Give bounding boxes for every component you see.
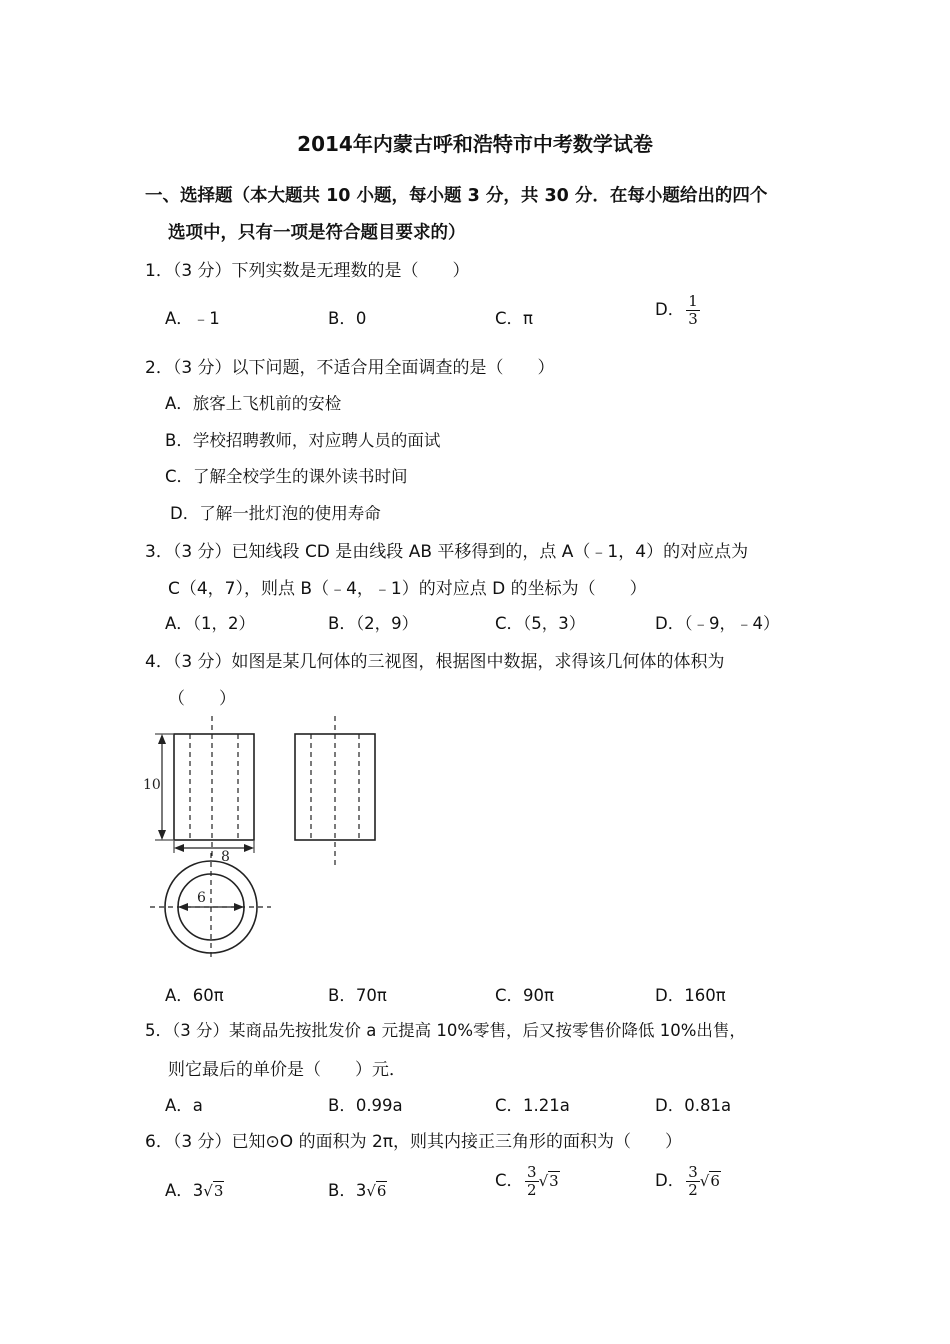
height-arrow-bottom [158, 830, 166, 840]
q5-option-a[interactable]: A．a [165, 1096, 203, 1115]
q4-option-b[interactable]: B．70π [328, 986, 387, 1005]
q3-stem-line2: C（4，7），则点 B（﹣4，﹣1）的对应点 D 的坐标为（ ） [168, 579, 647, 599]
sqrt-three: √3 [203, 1182, 224, 1200]
front-view-rect [174, 734, 254, 840]
sqrt-six: √6 [366, 1182, 387, 1200]
q2-option-b[interactable]: B．学校招聘教师，对应聘人员的面试 [165, 431, 441, 450]
three-view-figure [135, 710, 395, 970]
width-label: 8 [221, 849, 230, 865]
q4-stem-line1: 4．（3 分）如图是某几何体的三视图，根据图中数据，求得该几何体的体积为 [145, 652, 725, 672]
fraction-three-halves: $\frac{3}{2}$ [527, 1163, 537, 1199]
q5-option-d[interactable]: D．0.81a [655, 1096, 732, 1115]
fraction-three-halves: $\frac{3}{2}$ [688, 1163, 698, 1199]
height-arrow-top [158, 734, 166, 744]
q5-stem-line1: 5．（3 分）某商品先按批发价 a 元提高 10%零售，后又按零售价降低 10%出售， [145, 1021, 746, 1040]
q1-option-d-label: D． [655, 300, 685, 319]
q4-option-c[interactable]: C．90π [495, 986, 554, 1005]
q6-option-c[interactable] [495, 1165, 560, 1198]
q2-option-d[interactable]: D．了解一批灯泡的使用寿命 [170, 504, 381, 523]
q6-option-b-label: B．3 [328, 1181, 367, 1200]
section-heading-line2: 选项中，只有一项是符合题目要求的） [168, 223, 466, 243]
q6-option-a-label: A．3 [165, 1181, 204, 1200]
q5-stem-line2: 则它最后的单价是（ ）元． [168, 1060, 406, 1080]
width-arrow-right [244, 844, 254, 852]
q5-option-b[interactable]: B．0.99a [328, 1096, 403, 1115]
q1-option-c[interactable]: C．π [495, 309, 533, 328]
q3-stem-line1: 3．（3 分）已知线段 CD 是由线段 AB 平移得到的，点 A（﹣1，4）的对应点为 [145, 542, 749, 562]
q1-stem: 1．（3 分）下列实数是无理数的是（ ） [145, 261, 470, 281]
section-heading-line1: 一、选择题（本大题共 10 小题，每小题 3 分，共 30 分．在每小题给出的四个 [145, 186, 768, 206]
sqrt-three: √3 [538, 1172, 559, 1190]
q1-option-b[interactable]: B．0 [328, 309, 367, 328]
q5-option-c[interactable]: C．1.21a [495, 1096, 570, 1115]
q6-option-c-label: C． [495, 1171, 524, 1190]
width-arrow-left [174, 844, 184, 852]
q6-option-a[interactable] [165, 1177, 224, 1201]
inner-diameter-label: 6 [197, 890, 206, 906]
q3-option-b[interactable]: B．（2，9） [328, 614, 419, 633]
q1-option-a[interactable]: A．﹣1 [165, 309, 220, 328]
q3-option-d[interactable]: D．（﹣9，﹣4） [655, 614, 780, 633]
inner-arrow-left [178, 903, 188, 911]
q6-option-b[interactable] [328, 1177, 387, 1201]
page-title: 2014年内蒙古呼和浩特市中考数学试卷 [297, 132, 653, 156]
q3-option-a[interactable]: A．（1，2） [165, 614, 256, 633]
inner-arrow-right [234, 903, 244, 911]
q6-stem: 6．（3 分）已知⊙O 的面积为 2π，则其内接正三角形的面积为（ ） [145, 1132, 683, 1152]
fraction-one-third: $\frac{1}{3}$ [688, 292, 698, 328]
q2-stem: 2．（3 分）以下问题，不适合用全面调查的是（ ） [145, 358, 555, 378]
q1-option-d[interactable] [655, 294, 700, 327]
q2-option-a[interactable]: A．旅客上飞机前的安检 [165, 394, 342, 413]
height-label: 10 [143, 777, 161, 793]
q4-option-d[interactable]: D．160π [655, 986, 726, 1005]
q4-option-a[interactable]: A．60π [165, 986, 224, 1005]
sqrt-six: √6 [699, 1172, 720, 1190]
q4-stem-line2: （ ） [168, 689, 236, 709]
q6-option-d[interactable] [655, 1165, 721, 1198]
q3-option-c[interactable]: C．（5，3） [495, 614, 586, 633]
q6-option-d-label: D． [655, 1171, 685, 1190]
q2-option-c[interactable]: C．了解全校学生的课外读书时间 [165, 467, 408, 486]
